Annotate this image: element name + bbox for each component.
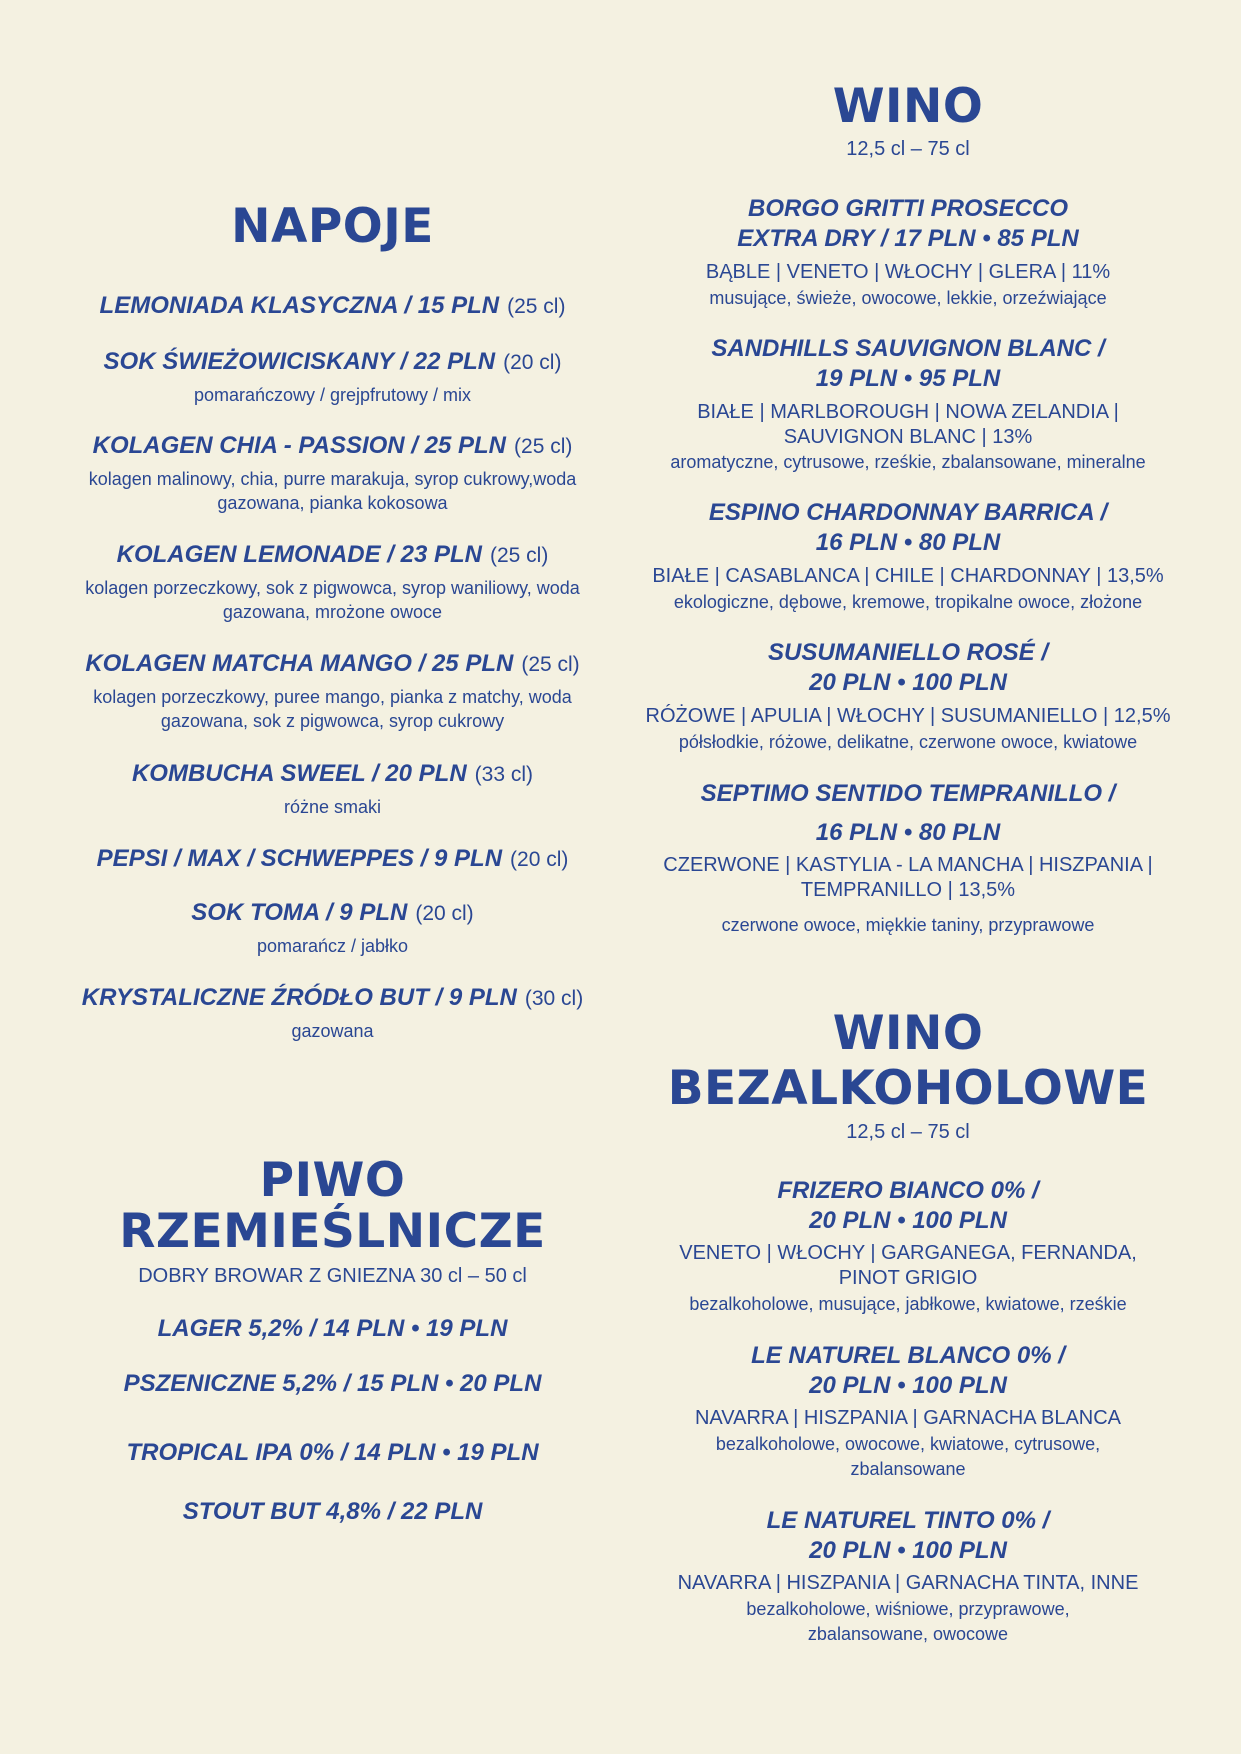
menu-item-description: pomarańczowy / grejpfrutowy / mix [193,385,472,405]
menu-item-volume: (30 cl) [524,987,584,1010]
wine-item-name: SEPTIMO SENTIDO TEMPRANILLO / [700,780,1116,807]
menu-item-name: LEMONIADA KLASYCZNA / 15 PLN [99,292,500,319]
wine-item-name: ESPINO CHARDONNAY BARRICA / [708,499,1108,526]
wine-item-notes: aromatyczne, cytrusowe, rześkie, zbalansowane, mineralne [670,452,1146,472]
menu-item-description: gazowana, mrożone owoce [222,602,443,622]
menu-item-volume: (25 cl) [521,653,580,676]
wine-item-notes: bezalkoholowe, musujące, jabłkowe, kwiatowe, rześkie [689,1294,1127,1314]
menu-item [40,347,625,378]
wine-item-price: 20 PLN • 100 PLN [809,669,1007,696]
wine-item-name: SUSUMANIELLO ROSÉ / [767,639,1049,666]
menu-item-name: KOLAGEN LEMONADE / 23 PLN [116,541,482,568]
menu-item-description: gazowana, pianka kokosowa [217,493,448,513]
menu-item-description: gazowana [291,1021,374,1041]
menu-item [40,649,625,680]
menu-item-name: SOK TOMA / 9 PLN [191,899,408,926]
beer-item: LAGER 5,2% / 14 PLN • 19 PLN [157,1315,508,1342]
wine-title: WINO [832,79,984,134]
menu-item-volume: (25 cl) [507,295,566,318]
wine-item-price: 20 PLN • 100 PLN [809,1372,1007,1399]
menu-item-name: KRYSTALICZNE ŹRÓDŁO BUT / 9 PLN [81,984,517,1011]
beer-title: RZEMIEŚLNICZE [119,1204,546,1259]
menu-item-name: SOK ŚWIEŻOWICISKANY / 22 PLN [103,348,496,375]
menu-item-volume: (33 cl) [474,763,534,786]
wine-item-details: TEMPRANILLO | 13,5% [800,879,1016,901]
wine-item-name: BORGO GRITTI PROSECCO [747,195,1068,222]
menu-item-description: kolagen porzeczkowy, sok z pigwowca, syrop waniliowy, woda [85,578,580,598]
menu-item-volume: (20 cl) [510,848,569,871]
wine-item-notes: musujące, świeże, owocowe, lekkie, orzeźwiające [709,288,1107,308]
wine-item-name: LE NATUREL BLANCO 0% / [751,1342,1065,1369]
wine-item-notes: zbalansowane, owocowe [807,1624,1009,1644]
wine-item-notes: czerwone owoce, miękkie taniny, przyprawowe [721,915,1095,935]
menu-item-description: pomarańcz / jabłko [256,936,409,956]
menu-item-name: PEPSI / MAX / SCHWEPPES / 9 PLN [96,845,503,872]
menu-item-name: KOLAGEN MATCHA MANGO / 25 PLN [85,650,514,677]
wine-item-details: RÓŻOWE | APULIA | WŁOCHY | SUSUMANIELLO | 12,5% [645,705,1171,727]
menu-item-description: różne smaki [283,797,382,817]
wine-item-price: EXTRA DRY / 17 PLN • 85 PLN [737,225,1079,252]
menu-item [40,291,625,322]
wine-item-notes: bezalkoholowe, owocowe, kwiatowe, cytrusowe, [715,1434,1101,1454]
menu-item [40,844,625,875]
drinks-title: NAPOJE [231,199,434,254]
wine-item-name: LE NATUREL TINTO 0% / [766,1507,1050,1534]
beer-item: TROPICAL IPA 0% / 14 PLN • 19 PLN [126,1439,539,1466]
beer-subtitle: DOBRY BROWAR Z GNIEZNA 30 cl – 50 cl [138,1265,527,1287]
wine-item-name: FRIZERO BIANCO 0% / [777,1177,1039,1204]
menu-item [40,759,625,790]
wine-item-price: 20 PLN • 100 PLN [809,1207,1007,1234]
menu-item-volume: (20 cl) [503,351,562,374]
menu-item-description: kolagen porzeczkowy, puree mango, pianka z matchy, woda [93,687,572,707]
wine-item-details: VENETO | WŁOCHY | GARGANEGA, FERNANDA, [679,1242,1137,1264]
menu-item [40,898,625,929]
menu-item [40,983,625,1014]
wine-column [628,0,1188,1754]
wine-item-notes: półsłodkie, różowe, delikatne, czerwone owoce, kwiatowe [678,732,1138,752]
menu-item-volume: (25 cl) [490,544,549,567]
wine-item-details: NAVARRA | HISZPANIA | GARNACHA BLANCA [694,1407,1122,1429]
wine-item-notes: bezalkoholowe, wiśniowe, przyprawowe, [746,1599,1070,1619]
wine-item-price: 19 PLN • 95 PLN [815,365,1001,392]
menu-item-description: gazowana, sok z pigwowca, syrop cukrowy [160,711,505,731]
wine-item-price: 20 PLN • 100 PLN [809,1537,1007,1564]
menu-item-name: KOLAGEN CHIA - PASSION / 25 PLN [92,432,507,459]
wine-item-details: BIAŁE | CASABLANCA | CHILE | CHARDONNAY | 13,5% [652,565,1164,587]
wine-item-price: 16 PLN • 80 PLN [815,819,1001,846]
wine-item-notes: ekologiczne, dębowe, kremowe, tropikalne owoce, złożone [673,592,1143,612]
wine-subtitle: 12,5 cl – 75 cl [846,138,970,160]
nonalc-wine-title: WINO [832,1006,984,1061]
wine-item-notes: zbalansowane [850,1459,966,1479]
wine-item-details: BĄBLE | VENETO | WŁOCHY | GLERA | 11% [705,261,1111,283]
menu-item-name: KOMBUCHA SWEEL / 20 PLN [131,760,467,787]
nonalc-wine-title: BEZALKOHOLOWE [667,1061,1149,1116]
wine-item-details: PINOT GRIGIO [838,1267,978,1289]
beer-title: PIWO [259,1153,406,1208]
menu-item-volume: (25 cl) [514,435,573,458]
beer-item: PSZENICZNE 5,2% / 15 PLN • 20 PLN [123,1370,542,1397]
wine-item-details: NAVARRA | HISZPANIA | GARNACHA TINTA, INNE [677,1572,1139,1594]
wine-item-price: 16 PLN • 80 PLN [815,529,1001,556]
menu-item [40,431,625,462]
beer-item: STOUT BUT 4,8% / 22 PLN [182,1498,483,1525]
nonalc-wine-subtitle: 12,5 cl – 75 cl [846,1121,970,1143]
wine-item-details: BIAŁE | MARLBOROUGH | NOWA ZELANDIA | [697,401,1119,423]
wine-item-details: SAUVIGNON BLANC | 13% [783,426,1033,448]
wine-item-name: SANDHILLS SAUVIGNON BLANC / [711,335,1105,362]
menu-item [40,540,625,571]
menu-item-volume: (20 cl) [415,902,474,925]
drinks-column [40,0,625,1754]
wine-item-details: CZERWONE | KASTYLIA - LA MANCHA | HISZPANIA | [663,854,1153,876]
menu-item-description: kolagen malinowy, chia, purre marakuja, syrop cukrowy,woda [88,469,577,489]
